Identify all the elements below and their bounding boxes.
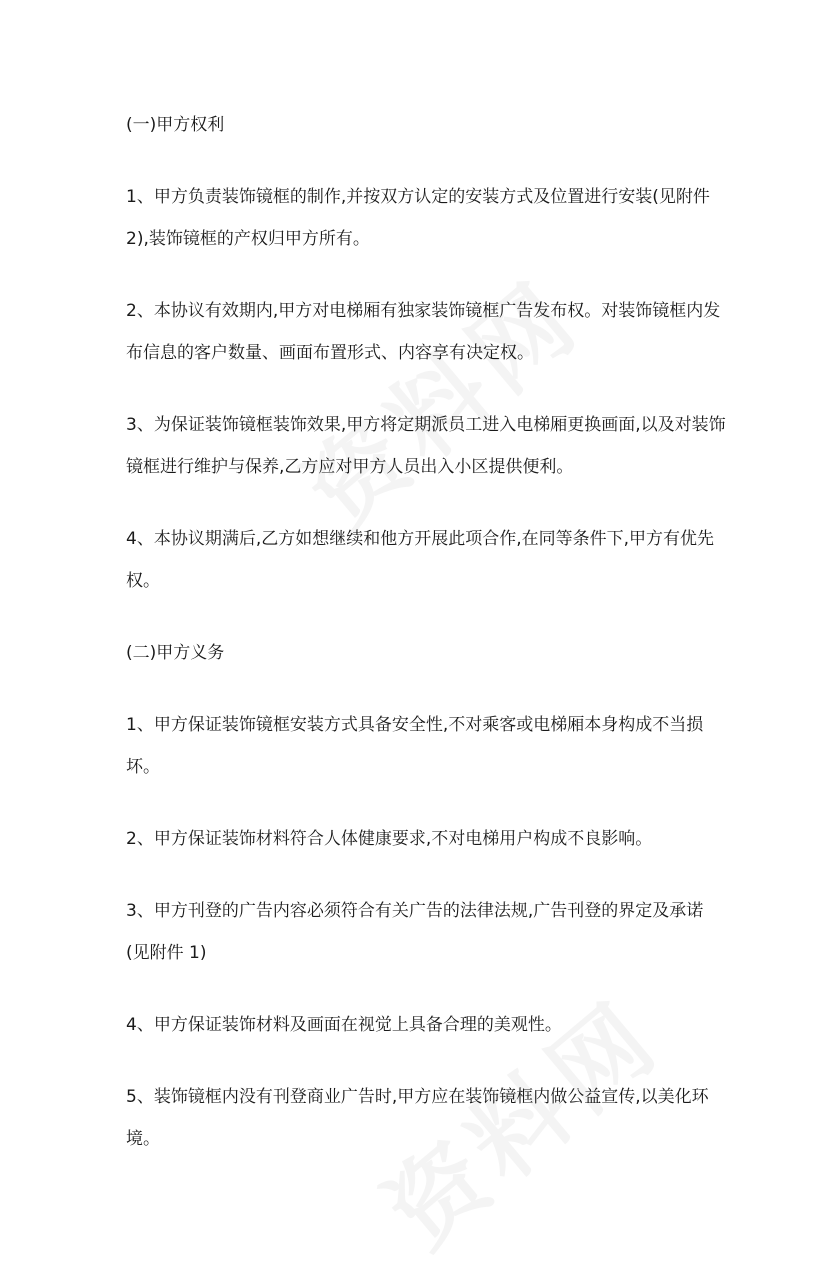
rights-item-4: 4、本协议期满后,乙方如想继续和他方开展此项合作,在同等条件下,甲方有优先权。: [126, 529, 715, 591]
section-heading-rights: (一)甲方权利: [126, 115, 225, 135]
obligations-item-2: 2、甲方保证装饰材料符合人体健康要求,不对电梯用户构成不良影响。: [126, 829, 653, 849]
obligations-item-5: 5、装饰镜框内没有刊登商业广告时,甲方应在装饰镜框内做公益宣传,以美化环境。: [126, 1087, 709, 1149]
obligations-item-3: 3、甲方刊登的广告内容必须符合有关广告的法律法规,广告刊登的界定及承诺(见附件 1): [126, 901, 704, 963]
rights-item-3: 3、为保证装饰镜框装饰效果,甲方将定期派员工进入电梯厢更换画面,以及对装饰镜框进行维护与保养,乙方应对甲方人员出入小区提供便利。: [126, 415, 726, 477]
obligations-item-4: 4、甲方保证装饰材料及画面在视觉上具备合理的美观性。: [126, 1015, 562, 1035]
rights-item-2: 2、本协议有效期内,甲方对电梯厢有独家装饰镜框广告发布权。对装饰镜框内发布信息的客户数量、画面布置形式、内容享有决定权。: [126, 301, 721, 363]
document-body: [126, 104, 726, 1190]
obligations-item-1: 1、甲方保证装饰镜框安装方式具备安全性,不对乘客或电梯厢本身构成不当损坏。: [126, 715, 704, 777]
rights-item-1: 1、甲方负责装饰镜框的制作,并按双方认定的安装方式及位置进行安装(见附件2),装饰镜框的产权归甲方所有。: [126, 187, 710, 249]
section-heading-obligations: (二)甲方义务: [126, 643, 225, 663]
